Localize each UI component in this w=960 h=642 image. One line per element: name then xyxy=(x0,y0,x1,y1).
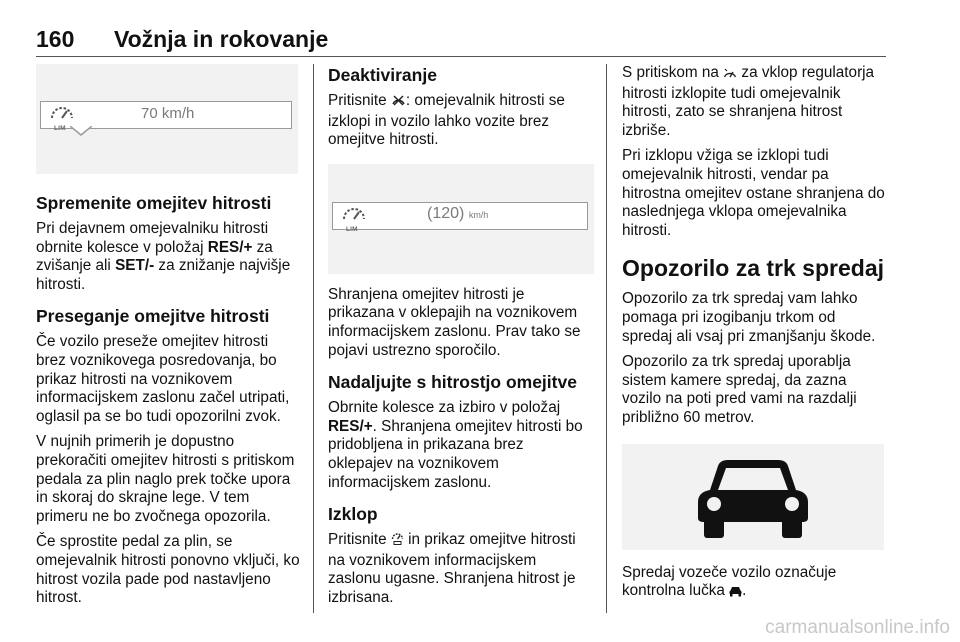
text-span: Pritisnite xyxy=(328,531,391,549)
text-span: za znižanje najvišje hitrosti. xyxy=(36,257,291,293)
para-change-limit xyxy=(36,220,300,294)
text-span: . xyxy=(742,582,747,600)
para-stored-limit: Shranjena omejitev hitrosti je prikazana v oklepajih na voznikovem informacijskem zaslonu. Prav tako se pojavi ustrezno sporočilo. xyxy=(328,285,581,359)
heading-off: Izklop xyxy=(328,504,378,525)
speed-limiter-gauge-icon xyxy=(341,205,367,233)
para-exceed-2: V nujnih primerih je dopustno prekoračiti omejitev hitrosti s pritiskom pedala za plin naglo prek točke upora in skoraj do skrajne lege. V tem primeru ne bo zvočnega opozorila. xyxy=(36,433,295,525)
para-ignition: Pri izklopu vžiga se izklopi tudi omejevalnik hitrosti, vendar pa hitrostna omejitev ostane shranjena do naslednjega vklopa omejevalnika hitrosti. xyxy=(622,147,885,239)
heading-resume: Nadaljujte s hitrostjo omejitve xyxy=(328,372,577,393)
limiter-cancel-icon xyxy=(391,94,406,113)
lim-label: LIM xyxy=(346,225,358,233)
watermark: carmanualsonline.info xyxy=(765,617,950,638)
para-fcw-2: Opozorilo za trk spredaj uporablja sistem kamere spredaj, da zazna vozilo na poti pred vami na razdalji približno 60 metrov. xyxy=(622,353,857,426)
chapter-title: Vožnja in rokovanje xyxy=(114,26,329,52)
display-stored-speed xyxy=(427,205,488,225)
column-divider-2 xyxy=(606,64,607,613)
para-exceed-1: Če vozilo preseže omejitev hitrosti brez voznikovega posredovanja, bo prikaz hitrosti na voznikovem informacijskem zaslonu začel utripati, oglasil pa se bo tudi opozorilni zvok. xyxy=(36,333,290,425)
set-label: SET/- xyxy=(115,257,155,275)
text-span: Obrnite kolesce za izbiro v položaj xyxy=(328,399,561,417)
heading-forward-collision: Opozorilo za trk spredaj xyxy=(622,255,884,282)
heading-change-limit: Spremenite omejitev hitrosti xyxy=(36,193,272,213)
para-deactivate xyxy=(328,92,592,150)
column-divider-1 xyxy=(313,64,314,613)
stored-speed-value: (120) xyxy=(427,204,465,222)
column-1 xyxy=(36,64,300,615)
display-speed: 70 km/h xyxy=(141,105,195,122)
text-span: Spredaj vozeče vozilo označuje kontrolna lučka xyxy=(622,563,837,600)
para-fcw-1: Opozorilo za trk spredaj vam lahko pomaga pri izogibanju trkom od spredaj ali vsaj pri zmanjšanju škode. xyxy=(622,290,876,345)
limiter-display-illustration xyxy=(36,64,298,174)
vehicle-ahead-illustration xyxy=(622,444,884,550)
lim-label: LIM xyxy=(54,125,66,132)
text-span: . Shranjena omejitev hitrosti bo pridobljena in prikazana brez oklepajev na voznikovem informacijskem zaslonu. xyxy=(328,417,583,491)
res-label: RES/+ xyxy=(207,238,253,256)
heading-deactivate: Deaktiviranje xyxy=(328,65,437,85)
text-span: in prikaz omejitve hitrosti na voznikovem informacijskem zaslonu ugasne. Shranjena hitrost je izbrisana. xyxy=(328,531,576,606)
text-span: Pritisnite xyxy=(328,92,391,109)
heading-exceed-limit: Preseganje omejitve hitrosti xyxy=(36,306,270,327)
driver-info-display xyxy=(332,202,588,233)
text-span: S pritiskom na xyxy=(622,64,724,81)
para-cruise-on xyxy=(622,64,888,140)
driver-info-display xyxy=(40,101,292,132)
text-span: za zvišanje ali xyxy=(36,238,273,275)
para-indicator xyxy=(622,564,888,603)
limiter-toggle-icon xyxy=(391,531,404,552)
page-header xyxy=(36,26,886,54)
cruise-control-icon xyxy=(723,66,737,85)
limiter-stored-display-illustration xyxy=(328,164,594,274)
stored-speed-unit: km/h xyxy=(468,209,489,220)
page-number: 160 xyxy=(36,26,75,52)
para-exceed-3: Če sprostite pedal za plin, se omejevalnik hitrosti ponovno vključi, ko hitrost vozila pade pod nastavljeno hitrost. xyxy=(36,533,300,607)
para-off xyxy=(328,531,592,607)
vehicle-ahead-icon xyxy=(729,584,742,603)
column-3 xyxy=(622,64,888,610)
vehicle-ahead-icon xyxy=(692,456,814,540)
text-span: Pri dejavnem omejevalniku hitrosti obrnite kolesce v položaj xyxy=(36,220,269,256)
header-rule xyxy=(36,56,886,57)
speed-limiter-gauge-icon xyxy=(49,104,75,132)
display-pointer xyxy=(70,126,92,136)
para-resume xyxy=(328,399,592,492)
text-span: : omejevalnik hitrosti se izklopi in vozilo lahko vozite brez omejitve hitrosti. xyxy=(328,92,565,149)
text-span: za vklop regulatorja hitrosti izklopite tudi omejevalnik hitrosti, zato se shranjena hitrost izbriše. xyxy=(622,64,875,139)
column-2 xyxy=(328,64,592,615)
res-label: RES/+ xyxy=(328,417,373,435)
